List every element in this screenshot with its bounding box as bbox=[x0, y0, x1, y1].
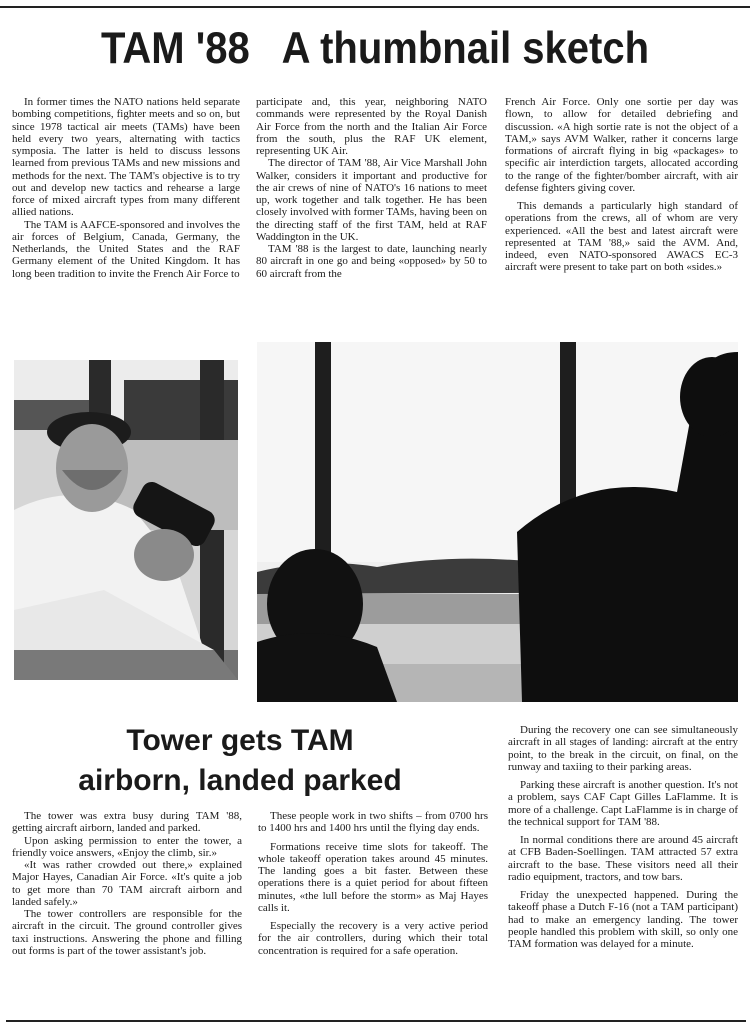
paragraph: Especially the recovery is a very active period for the air controllers, during which their total concentration is required for a safe operation. bbox=[258, 920, 488, 957]
paragraph: In normal conditions there are around 45 aircraft at CFB Baden-Soellingen. TAM attracted 57 extra aircraft to the base. These visitors need all their radio equipment, tractors, and tow bars. bbox=[508, 834, 738, 883]
top-rule bbox=[0, 6, 750, 8]
paragraph: The tower was extra busy during TAM '88, getting aircraft airborn, landed and parked. bbox=[12, 810, 242, 835]
article2-title-line1: Tower gets TAM bbox=[126, 724, 354, 757]
photo-officer-binoculars bbox=[14, 360, 238, 680]
paragraph: In former times the NATO nations held separate bombing competitions, fighter meets and so on, but since 1978 tactical air meets (TAMs) have been held every two years, alternating with tactics symposia. The latter is held to discuss lessons learned from previous TAMs and new missions and methods for the next. The TAM's objective is to try out and develop new tactics and rehearse a large force of mixed aircraft types from many different allied nations. bbox=[12, 96, 240, 219]
paragraph: This demands a particularly high standard of operations from the crews, all of whom are very experienced. «All the best and latest aircraft were represented at TAM '88,» said the AVM. And, indeed, even NATO-sponsored AWACS EC-3 aircraft were present to take part on both «sides.» bbox=[505, 200, 738, 274]
photo-control-tower bbox=[257, 342, 738, 702]
paragraph: TAM '88 is the largest to date, launching nearly 80 aircraft in one go and being «opposed» by 50 to 60 aircraft from the bbox=[256, 243, 487, 280]
paragraph: Upon asking permission to enter the tower, a friendly voice answers, «Enjoy the climb, sir.» bbox=[12, 834, 242, 859]
bottom-rule bbox=[6, 1020, 746, 1022]
article2-column-1 bbox=[12, 810, 242, 957]
article2-column-3 bbox=[508, 724, 738, 950]
paragraph: Formations receive time slots for takeoff. The whole takeoff operation takes around 45 minutes. The landing goes a bit faster. Between these operations there is a quiet period for about fifteen minutes, «the lull before the storm» as Maj Hayes calls it. bbox=[258, 840, 488, 914]
article1-column-1 bbox=[12, 96, 240, 280]
article2-column-2 bbox=[258, 810, 488, 957]
paragraph: The tower controllers are responsible for the aircraft in the circuit. The ground controller gives taxi instructions. Answering the phone and filling out forms is part of the tower assistant's job. bbox=[12, 908, 242, 957]
paragraph: During the recovery one can see simultaneously aircraft in all stages of landing: aircraft at the entry point, to the break in the circuit, on final, on the runway and taxiing to their parking areas. bbox=[508, 724, 738, 773]
paragraph: French Air Force. Only one sortie per day was flown, to allow for detailed debriefing and discussion. «A high sortie rate is not the object of a TAM,» says AVM Walker, rather it concerns large formations of aircraft flying in big «packages» to specific air interdiction targets, allocated according to the range of the fighter/bomber aircraft, with air defense fighters giving cover. bbox=[505, 96, 738, 194]
paragraph: Parking these aircraft is another question. It's not a problem, says CAF Capt Gilles LaFlamme. It is more of a challenge. Capt LaFlamme is in charge of the technical support for TAM '88. bbox=[508, 779, 738, 828]
photo-image bbox=[257, 342, 738, 702]
article1-column-2 bbox=[256, 96, 487, 280]
photo-image bbox=[14, 360, 238, 680]
paragraph: These people work in two shifts – from 0700 hrs to 1400 hrs and 1400 hrs until the flying day ends. bbox=[258, 810, 488, 835]
paragraph: The director of TAM '88, Air Vice Marshall John Walker, considers it important and productive for the air crews of nine of NATO's 16 nations to meet up, work together and talk together. He has been closely involved with former TAMs, having been on the directing staff of the first TAM, held at RAF Waddington in the UK. bbox=[256, 157, 487, 243]
paragraph: Friday the unexpected happened. During the takeoff phase a Dutch F-16 (not a TAM participant) had to make an emergency landing. The tower people handled this problem with skill, so only one TAM formation was delayed for a minute. bbox=[508, 889, 738, 950]
paragraph: participate and, this year, neighboring NATO commands were represented by the Royal Danish Air Force from the north and the Italian Air Force from the south, plus the RAF UK element, representing UK Air. bbox=[256, 96, 487, 157]
article1-column-3 bbox=[505, 96, 738, 274]
page-title: TAM '88 A thumbnail sketch bbox=[100, 24, 650, 74]
paragraph: The TAM is AAFCE-sponsored and involves the air forces of Belgium, Canada, Germany, the Netherlands, the United States and the RAF Germany element of the United Kingdom. It has long been tradition to invite the French Air Force to bbox=[12, 218, 240, 280]
paragraph: «It was rather crowded out there,» explained Major Hayes, Canadian Air Force. «It's quite a job to get more than 70 TAM aircraft airborn and landed safely.» bbox=[12, 859, 242, 908]
article2-title-line2: airborn, landed parked bbox=[78, 764, 402, 797]
